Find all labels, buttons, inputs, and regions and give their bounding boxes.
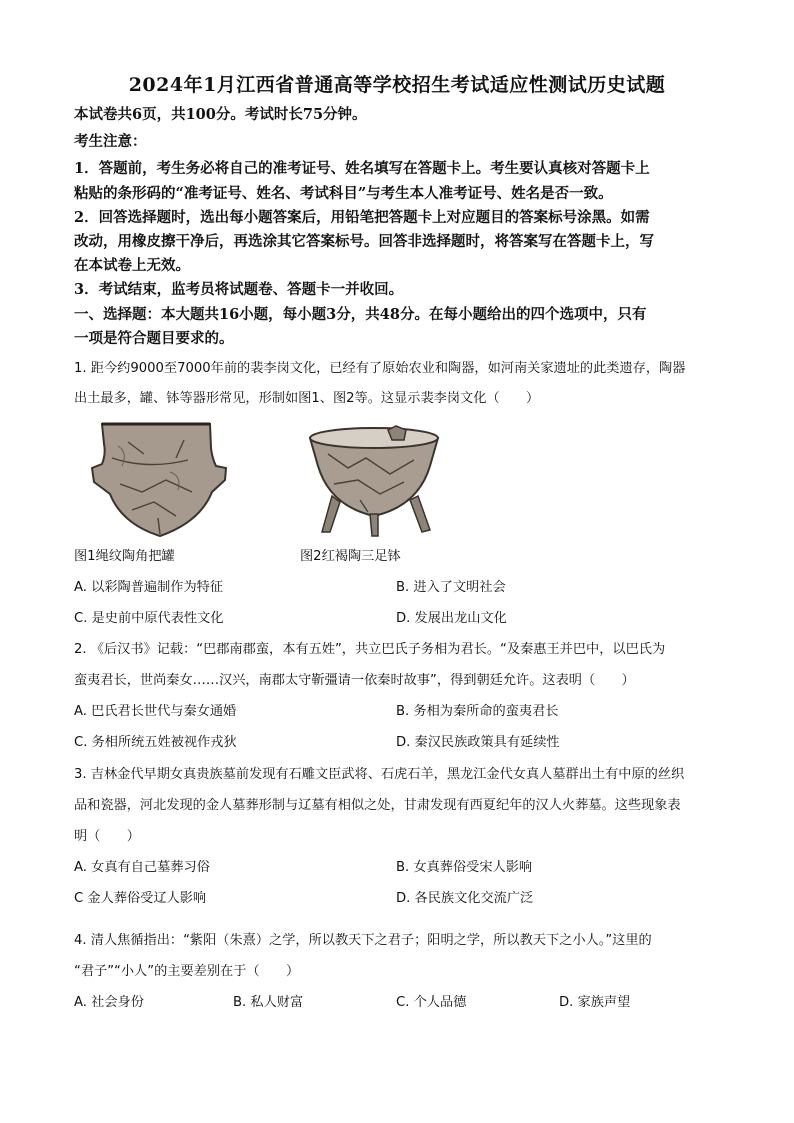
question-4-stem: “君子”“小人”的主要差别在于（ ） — [74, 964, 300, 979]
figure-1-caption: 图1绳纹陶角把罐 — [74, 549, 175, 564]
question-2-option-b: B. 务相为秦所命的蛮夷君长 — [396, 704, 559, 719]
notice-line: 3．考试结束，监考员将试题卷、答题卡一并收回。 — [74, 281, 404, 298]
section-heading: 一、选择题：本大题共16小题，每小题3分，共48分。在每小题给出的四个选项中，只有 — [74, 306, 647, 323]
notice-line: 改动，用橡皮擦干净后，再选涂其它答案标号。回答非选择题时，将答案写在答题卡上，写 — [74, 233, 654, 250]
notice-line: 1．答题前，考生务必将自己的准考证号、姓名填写在答题卡上。考生要认真核对答题卡上 — [74, 160, 650, 177]
question-1-stem: 1. 距今约9000至7000年前的裴李岗文化，已经有了原始农业和陶器，如河南关家遗址的此类遗存，陶器 — [74, 361, 686, 376]
notice-line: 在本试卷上无效。 — [74, 257, 190, 274]
question-4-option-d: D. 家族声望 — [559, 995, 631, 1010]
question-2-option-d: D. 秦汉民族政策具有延续性 — [396, 735, 560, 750]
question-1-stem: 出土最多，罐、钵等器形常见，形制如图1、图2等。这显示裴李岗文化（ ） — [74, 391, 540, 406]
question-3-stem: 明（ ） — [74, 829, 140, 844]
notice-heading: 考生注意： — [74, 133, 147, 150]
page-title: 2024年1月江西省普通高等学校招生考试适应性测试历史试题 — [128, 74, 666, 96]
question-3-option-b: B. 女真葬俗受宋人影响 — [396, 860, 533, 875]
question-3-stem: 3. 吉林金代早期女真贵族墓前发现有石雕文臣武将、石虎石羊，黑龙江金代女真人墓群出土有中原的丝织 — [74, 767, 685, 782]
question-1-option-c: C. 是史前中原代表性文化 — [74, 611, 224, 626]
figure-2-caption: 图2红褐陶三足钵 — [300, 549, 401, 564]
question-3-option-c: C 金人葬俗受辽人影响 — [74, 891, 207, 906]
question-4-option-b: B. 私人财富 — [233, 995, 304, 1010]
question-2-stem: 蛮夷君长，世尚秦女……汉兴，南郡太守靳彊请一依秦时故事”，得到朝廷允许。这表明（ ） — [74, 673, 635, 688]
question-3-stem: 品和瓷器，河北发现的金人墓葬形制与辽墓有相似之处，甘肃发现有西夏纪年的汉人火葬墓。这些现象表 — [74, 798, 681, 813]
exam-intro: 本试卷共6页，共100分。考试时长75分钟。 — [74, 106, 367, 123]
question-4-option-a: A. 社会身份 — [74, 995, 144, 1010]
tripod-bowl-figure — [306, 424, 442, 540]
notice-line: 2．回答选择题时，选出每小题答案后，用铅笔把答题卡上对应题目的答案标号涂黑。如需 — [74, 209, 650, 226]
question-2-option-a: A. 巴氏君长世代与秦女通婚 — [74, 704, 237, 719]
notice-line: 粘贴的条形码的“准考证号、姓名、考试科目”与考生本人准考证号、姓名是否一致。 — [74, 185, 613, 202]
pottery-jar-figure — [88, 418, 228, 540]
question-1-option-d: D. 发展出龙山文化 — [396, 611, 507, 626]
question-4-option-c: C. 个人品德 — [396, 995, 467, 1010]
question-4-stem: 4. 清人焦循指出：“紫阳（朱熹）之学，所以教天下之君子；阳明之学，所以教天下之小人。”这里的 — [74, 933, 652, 948]
question-3-option-d: D. 各民族文化交流广泛 — [396, 891, 534, 906]
question-1-option-b: B. 进入了文明社会 — [396, 580, 506, 595]
section-heading: 一项是符合题目要求的。 — [74, 330, 234, 347]
question-1-option-a: A. 以彩陶普遍制作为特征 — [74, 580, 224, 595]
question-2-option-c: C. 务相所统五姓被视作戎狄 — [74, 735, 237, 750]
question-3-option-a: A. 女真有自己墓葬习俗 — [74, 860, 210, 875]
question-2-stem: 2. 《后汉书》记载：“巴郡南郡蛮，本有五姓”，共立巴氏子务相为君长。“及秦惠王并巴中，以巴氏为 — [74, 642, 666, 657]
